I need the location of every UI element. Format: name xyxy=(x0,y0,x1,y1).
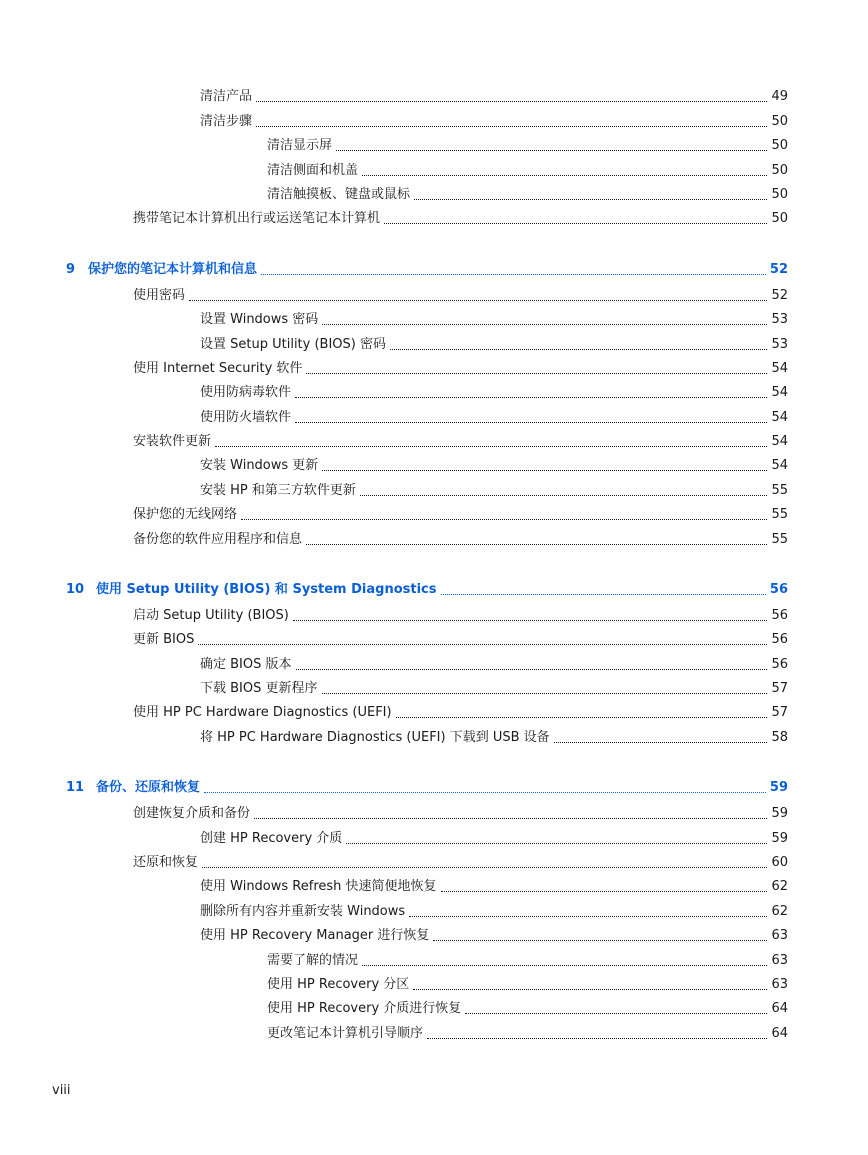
dot-leader xyxy=(322,323,767,325)
toc-entry-title: 备份您的软件应用程序和信息 xyxy=(133,532,303,547)
toc-entry[interactable] xyxy=(0,805,788,823)
toc-entry[interactable] xyxy=(0,927,788,945)
dot-leader xyxy=(322,469,767,471)
toc-entry-title: 保护您的无线网络 xyxy=(133,507,238,522)
toc-entry-page: 54 xyxy=(771,385,788,400)
toc-entry-page: 59 xyxy=(771,831,788,846)
toc-entry-page: 52 xyxy=(771,288,788,303)
toc-entry-title: 使用防病毒软件 xyxy=(200,385,292,400)
toc-chapter-9[interactable] xyxy=(0,261,788,279)
dot-leader xyxy=(409,915,767,917)
toc-entry[interactable] xyxy=(0,360,788,378)
toc-entry-title: 使用 HP Recovery 分区 xyxy=(267,977,410,992)
toc-entry-title: 将 HP PC Hardware Diagnostics (UEFI) 下载到 USB 设备 xyxy=(200,730,550,745)
dot-leader xyxy=(433,939,767,941)
toc-chapter-10[interactable] xyxy=(0,581,788,599)
dot-leader xyxy=(198,643,767,645)
dot-leader xyxy=(256,125,767,127)
toc-entry[interactable] xyxy=(0,704,788,722)
toc-entry[interactable] xyxy=(0,607,788,625)
toc-entry-title: 使用 Internet Security 软件 xyxy=(133,361,303,376)
toc-entry-page: 53 xyxy=(771,337,788,352)
dot-leader xyxy=(441,593,766,595)
toc-entry[interactable] xyxy=(0,506,788,524)
chapter-page: 59 xyxy=(769,780,788,795)
dot-leader xyxy=(346,842,767,844)
toc-entry-page: 63 xyxy=(771,953,788,968)
toc-entry-page: 54 xyxy=(771,458,788,473)
toc-entry-page: 62 xyxy=(771,904,788,919)
page-number-footer: viii xyxy=(52,1083,71,1098)
toc-entry-title: 创建恢复介质和备份 xyxy=(133,806,251,821)
toc-entry-page: 54 xyxy=(771,434,788,449)
dot-leader xyxy=(189,299,767,301)
toc-entry-title: 使用防火墙软件 xyxy=(200,410,292,425)
toc-entry-title: 删除所有内容并重新安装 Windows xyxy=(200,904,406,919)
toc-entry-title: 确定 BIOS 版本 xyxy=(200,657,292,672)
toc-entry-page: 55 xyxy=(771,483,788,498)
dot-leader xyxy=(390,348,767,350)
dot-leader xyxy=(306,543,767,545)
toc-entry-page: 50 xyxy=(771,187,788,202)
toc-entry-page: 56 xyxy=(771,632,788,647)
chapter-number: 10 xyxy=(66,582,85,597)
toc-entry-title: 还原和恢复 xyxy=(133,855,199,870)
toc-entry-title: 使用 Windows Refresh 快速简便地恢复 xyxy=(200,879,437,894)
chapter-number: 11 xyxy=(66,780,85,795)
toc-entry-title: 安装 Windows 更新 xyxy=(200,458,319,473)
toc-entry-title: 清洁侧面和机盖 xyxy=(267,163,359,178)
toc-entry[interactable] xyxy=(0,482,788,500)
toc-entry-title: 创建 HP Recovery 介质 xyxy=(200,831,343,846)
dot-leader xyxy=(295,396,767,398)
toc-entry[interactable] xyxy=(0,287,788,305)
dot-leader xyxy=(465,1012,767,1014)
toc-entry[interactable] xyxy=(0,854,788,872)
dot-leader xyxy=(202,866,767,868)
chapter-page: 52 xyxy=(769,262,788,277)
dot-leader xyxy=(322,692,768,694)
toc-entry-page: 57 xyxy=(771,705,788,720)
toc-entry-title: 安装软件更新 xyxy=(133,434,212,449)
dot-leader xyxy=(306,372,767,374)
dot-leader xyxy=(384,222,767,224)
toc-entry[interactable] xyxy=(0,903,788,921)
toc-entry-title: 清洁产品 xyxy=(200,89,253,104)
toc-entry-page: 55 xyxy=(771,532,788,547)
toc-entry[interactable] xyxy=(0,976,788,994)
toc-entry-title: 安装 HP 和第三方软件更新 xyxy=(200,483,356,498)
dot-leader xyxy=(336,149,767,151)
toc-entry-title: 更新 BIOS xyxy=(133,632,195,647)
toc-entry[interactable] xyxy=(0,457,788,475)
toc-entry-page: 56 xyxy=(771,657,788,672)
dot-leader xyxy=(254,817,767,819)
dot-leader xyxy=(261,273,766,275)
toc-chapter-11[interactable] xyxy=(0,779,788,797)
toc-entry-title: 清洁显示屏 xyxy=(267,138,333,153)
toc-entry-title: 使用 HP PC Hardware Diagnostics (UEFI) xyxy=(133,705,392,720)
toc-entry-title: 设置 Setup Utility (BIOS) 密码 xyxy=(200,337,386,352)
toc-entry[interactable] xyxy=(0,631,788,649)
toc-entry-title: 携带笔记本计算机出行或运送笔记本计算机 xyxy=(133,211,381,226)
toc-entry[interactable] xyxy=(0,336,788,354)
toc-entry[interactable] xyxy=(0,878,788,896)
dot-leader xyxy=(256,100,767,102)
dot-leader xyxy=(215,445,767,447)
toc-entry-page: 50 xyxy=(771,211,788,226)
dot-leader xyxy=(413,988,767,990)
toc-entry-page: 50 xyxy=(771,114,788,129)
toc-entry-page: 54 xyxy=(771,361,788,376)
toc-entry[interactable] xyxy=(0,952,788,970)
toc-entry-page: 62 xyxy=(771,879,788,894)
dot-leader xyxy=(295,421,767,423)
toc-entry-page: 64 xyxy=(771,1026,788,1041)
dot-leader xyxy=(441,890,768,892)
chapter-page: 56 xyxy=(769,582,788,597)
chapter-title: 备份、还原和恢复 xyxy=(96,780,201,795)
toc-entry[interactable] xyxy=(0,186,788,204)
toc-entry[interactable] xyxy=(0,656,788,674)
toc-entry[interactable] xyxy=(0,680,788,698)
toc-entry-page: 50 xyxy=(771,163,788,178)
dot-leader xyxy=(362,964,767,966)
toc-entry[interactable] xyxy=(0,210,788,228)
toc-entry-page: 59 xyxy=(771,806,788,821)
toc-entry-page: 55 xyxy=(771,507,788,522)
toc-entry[interactable] xyxy=(0,830,788,848)
toc-entry-title: 更改笔记本计算机引导顺序 xyxy=(267,1026,424,1041)
toc-entry[interactable] xyxy=(0,433,788,451)
dot-leader xyxy=(362,174,767,176)
dot-leader xyxy=(360,494,768,496)
dot-leader xyxy=(427,1037,767,1039)
toc-entry-title: 使用 HP Recovery 介质进行恢复 xyxy=(267,1001,462,1016)
toc-entry[interactable] xyxy=(0,88,788,106)
chapter-title: 使用 Setup Utility (BIOS) 和 System Diagnostics xyxy=(96,582,437,597)
toc-entry-page: 58 xyxy=(771,730,788,745)
toc-entry-title: 清洁步骤 xyxy=(200,114,253,129)
dot-leader xyxy=(296,668,768,670)
toc-entry-page: 63 xyxy=(771,977,788,992)
toc-entry[interactable] xyxy=(0,311,788,329)
toc-entry-page: 50 xyxy=(771,138,788,153)
toc-entry-title: 需要了解的情况 xyxy=(267,953,359,968)
toc-entry-page: 53 xyxy=(771,312,788,327)
toc-entry-page: 54 xyxy=(771,410,788,425)
dot-leader xyxy=(293,619,768,621)
toc-entry-page: 57 xyxy=(771,681,788,696)
toc-entry[interactable] xyxy=(0,729,788,747)
dot-leader xyxy=(554,741,768,743)
toc-entry-title: 启动 Setup Utility (BIOS) xyxy=(133,608,289,623)
toc-entry[interactable] xyxy=(0,162,788,180)
toc-entry-title: 设置 Windows 密码 xyxy=(200,312,319,327)
toc-entry[interactable] xyxy=(0,1000,788,1018)
toc-entry[interactable] xyxy=(0,1025,788,1043)
dot-leader xyxy=(204,791,766,793)
toc-entry-page: 63 xyxy=(771,928,788,943)
dot-leader xyxy=(396,716,768,718)
toc-entry[interactable] xyxy=(0,137,788,155)
dot-leader xyxy=(414,198,767,200)
dot-leader xyxy=(241,518,767,520)
toc-entry-page: 60 xyxy=(771,855,788,870)
toc-entry-page: 64 xyxy=(771,1001,788,1016)
toc-entry-page: 49 xyxy=(771,89,788,104)
toc-entry-title: 清洁触摸板、键盘或鼠标 xyxy=(267,187,411,202)
toc-entry-title: 使用 HP Recovery Manager 进行恢复 xyxy=(200,928,430,943)
toc-entry[interactable] xyxy=(0,531,788,549)
toc-entry[interactable] xyxy=(0,113,788,131)
toc-entry-title: 使用密码 xyxy=(133,288,186,303)
toc-entry-title: 下载 BIOS 更新程序 xyxy=(200,681,318,696)
toc-entry-page: 56 xyxy=(771,608,788,623)
chapter-title: 保护您的笔记本计算机和信息 xyxy=(88,262,258,277)
toc-entry[interactable] xyxy=(0,409,788,427)
toc-entry[interactable] xyxy=(0,384,788,402)
chapter-number: 9 xyxy=(66,262,76,277)
